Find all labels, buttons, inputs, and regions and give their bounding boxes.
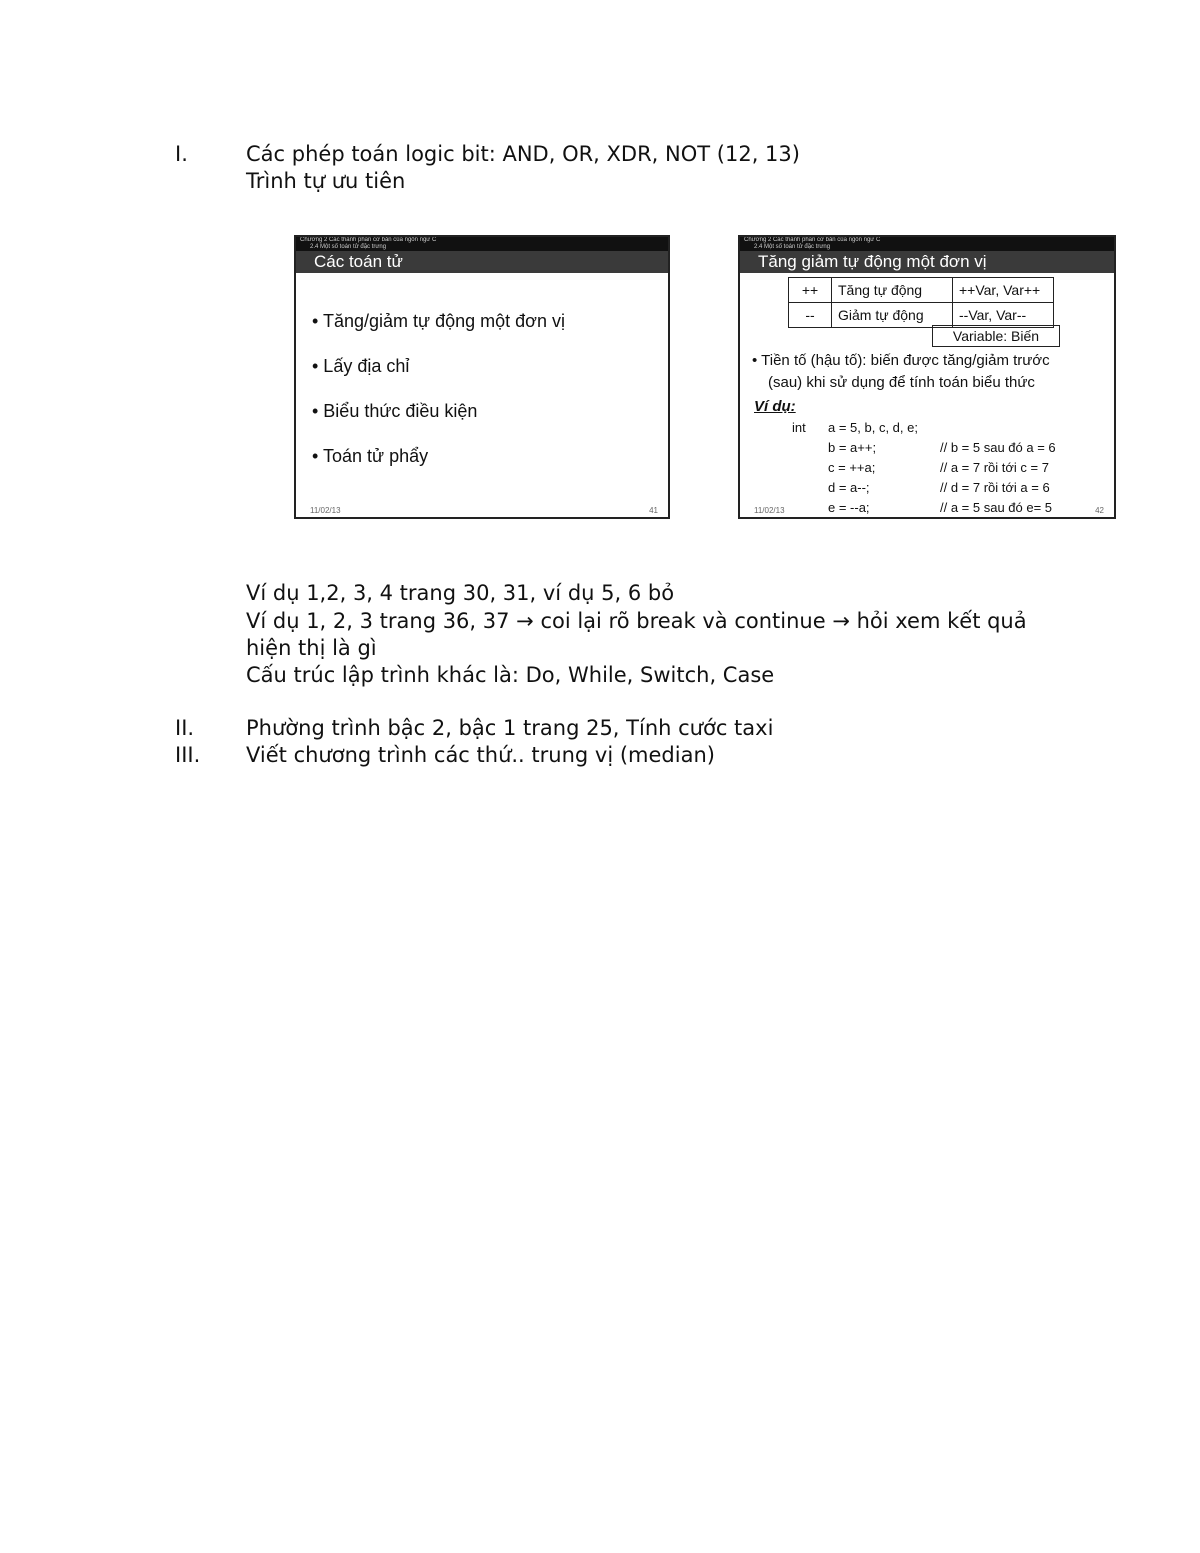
code-comment: // d = 7 rồi tới a = 6 — [940, 480, 1050, 495]
slide-image-increment-decrement — [738, 235, 1116, 519]
table-cell: Tăng tự động — [832, 278, 953, 303]
slide-bullet: • Lấy địa chỉ — [312, 356, 410, 376]
slide-title-bar — [296, 251, 668, 273]
section-3-text: Viết chương trình các thứ.. trung vị (median) — [246, 743, 715, 767]
note-line: Ví dụ 1, 2, 3 trang 36, 37 → coi lại rõ break và continue → hỏi xem kết quả — [246, 609, 1027, 633]
section-2-number: II. — [175, 716, 195, 740]
slide-footer-page: 42 — [1095, 506, 1104, 515]
slide-title-bar — [740, 251, 1114, 273]
slide-footer-date: 11/02/13 — [310, 506, 341, 515]
slide-bullet-continuation: (sau) khi sử dụng để tính toán biểu thức — [768, 374, 1035, 391]
slide-bullet: • Tiền tố (hậu tố): biến được tăng/giảm trước — [752, 352, 1050, 369]
slide-footer-date: 11/02/13 — [754, 506, 785, 515]
example-label: Ví dụ: — [754, 398, 796, 415]
note-line: Ví dụ 1,2, 3, 4 trang 30, 31, ví dụ 5, 6 bỏ — [246, 581, 675, 605]
slide-bullet: • Toán tử phẩy — [312, 446, 429, 466]
slide-image-operators — [294, 235, 670, 519]
slide-footer-page: 41 — [649, 506, 658, 515]
table-cell: -- — [789, 303, 832, 328]
slide-header-section: 2.4 Một số toán tử đặc trưng — [754, 244, 831, 250]
variable-note: Variable: Biến — [932, 325, 1060, 347]
note-line: hiện thị là gì — [246, 636, 377, 660]
table-cell: ++ — [789, 278, 832, 303]
section-3-number: III. — [175, 743, 201, 767]
code-line: a = 5, b, c, d, e; — [828, 420, 918, 435]
code-comment: // b = 5 sau đó a = 6 — [940, 440, 1056, 455]
code-line: d = a--; — [828, 480, 870, 495]
code-line: c = ++a; — [828, 460, 876, 475]
code-line: b = a++; — [828, 440, 877, 455]
slide-title: Các toán tử — [314, 252, 403, 271]
code-line: e = --a; — [828, 500, 870, 515]
code-keyword: int — [792, 420, 806, 435]
section-2-text: Phường trình bậc 2, bậc 1 trang 25, Tính cước taxi — [246, 716, 774, 740]
table-row — [789, 303, 1054, 328]
note-line: Cấu trúc lập trình khác là: Do, While, Switch, Case — [246, 663, 775, 687]
slide-title: Tăng giảm tự động một đơn vị — [758, 252, 987, 271]
slide-header-section: 2.4 Một số toán tử đặc trưng — [310, 244, 387, 250]
code-comment: // a = 5 sau đó e= 5 — [940, 500, 1053, 515]
slide-header-chapter: Chương 2 Các thành phần cơ bản của ngôn ngữ C — [744, 237, 881, 243]
code-comment: // a = 7 rồi tới c = 7 — [940, 460, 1049, 475]
table-cell: Giảm tự động — [832, 303, 953, 328]
slide-bullet: • Tăng/giảm tự động một đơn vị — [312, 311, 565, 331]
section-1-heading: Các phép toán logic bit: AND, OR, XDR, NOT (12, 13) — [246, 142, 800, 166]
table-row — [789, 278, 1054, 303]
section-1-subheading: Trình tự ưu tiên — [246, 169, 406, 193]
operator-table — [788, 277, 1054, 328]
slide-header-chapter: Chương 2 Các thành phần cơ bản của ngôn ngữ C — [300, 237, 437, 243]
table-cell: --Var, Var-- — [953, 303, 1054, 328]
slide-bullet: • Biểu thức điều kiện — [312, 401, 478, 421]
section-1-number: I. — [175, 142, 188, 166]
table-cell: ++Var, Var++ — [953, 278, 1054, 303]
